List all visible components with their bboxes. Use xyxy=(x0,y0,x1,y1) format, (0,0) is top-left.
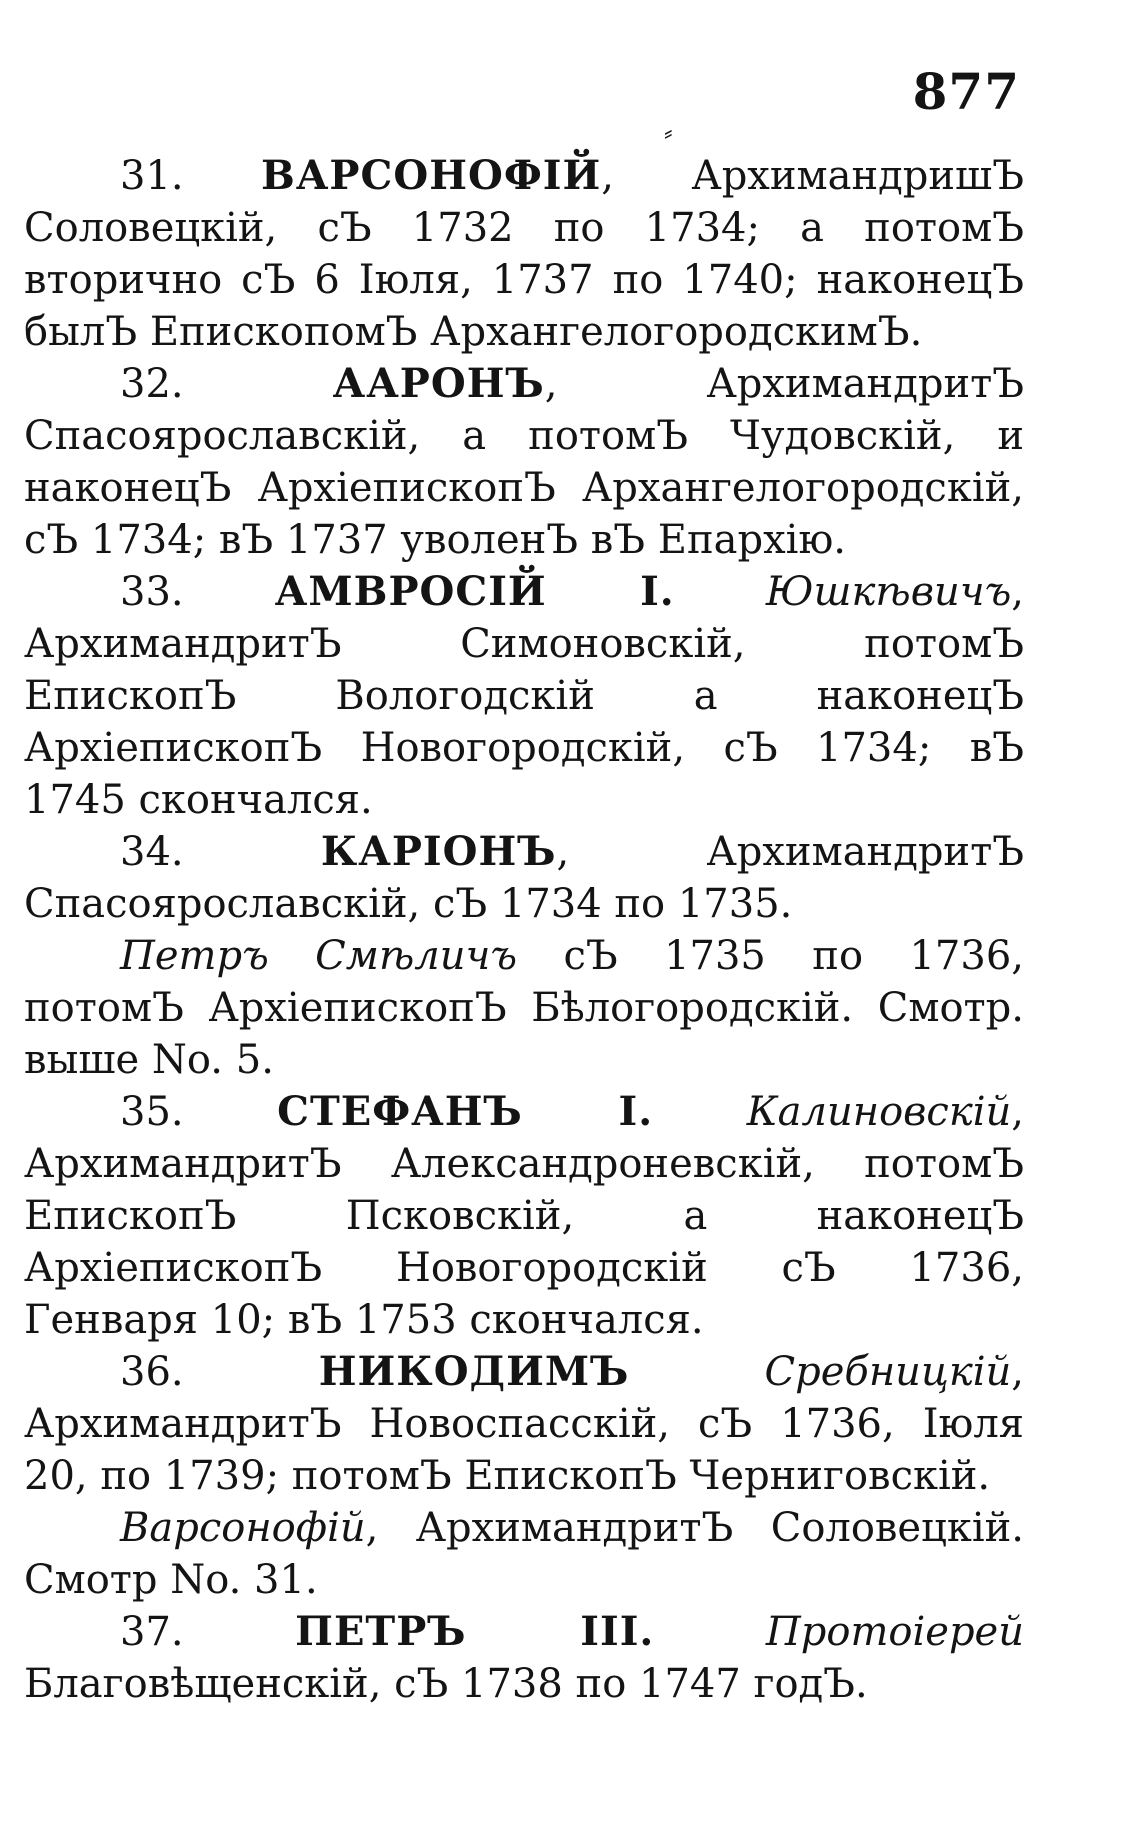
entry-note-varsonofiy xyxy=(24,1502,1024,1606)
entry-text: , АрхимандритЪ Спасоярославскій, сЪ 1734 по 1735. xyxy=(24,829,1024,927)
entry-text: , АрхимандришЪ Соловецкій, сЪ 1732 по 1734; а потомЪ вторично сЪ 6 Іюля, 1737 по 1740; наконецЪ былЪ ЕпископомЪ АрхангелогородскимЪ. xyxy=(24,153,1025,355)
entry-number: 33. xyxy=(120,569,184,615)
entry-name: ААРОНЪ xyxy=(332,360,545,407)
entry-surname: Петръ Смѣличъ xyxy=(120,933,518,979)
entry-surname: Калиновскій xyxy=(746,1089,1012,1135)
entry-35 xyxy=(24,1086,1024,1346)
entry-37 xyxy=(24,1606,1024,1710)
entry-text: , АрхимандритЪ Соловецкій. Смотр No. 31. xyxy=(24,1505,1024,1603)
entry-number: 35. xyxy=(120,1089,184,1135)
entry-name: ВАРСОНОФІЙ xyxy=(261,152,602,199)
entry-name: НИКОДИМЪ xyxy=(318,1348,630,1395)
entry-name: ПЕТРЪ III. xyxy=(295,1608,655,1655)
entry-34 xyxy=(24,826,1024,930)
entry-32 xyxy=(24,358,1024,566)
entry-number: 36. xyxy=(120,1349,184,1395)
ornament-mark: ⸗ xyxy=(664,118,673,148)
entry-surname: Варсонофій xyxy=(120,1505,366,1551)
entry-name: СТЕФАНЪ I. xyxy=(277,1088,654,1135)
entry-number: 37. xyxy=(120,1609,184,1655)
entry-31 xyxy=(24,150,1024,358)
entry-number: 32. xyxy=(120,361,184,407)
entry-surname: Юшкѣвичъ xyxy=(765,569,1012,615)
entry-note-petr xyxy=(24,930,1024,1086)
entry-surname: Протоіерей xyxy=(765,1609,1024,1655)
entry-text: , АрхимандритЪ Александроневскій, потомЪ ЕпископЪ Псковскій, а наконецЪ АрхіепископЪ Новогородскій сЪ 1736, Генваря 10; вЪ 1753 скончался. xyxy=(24,1089,1024,1343)
entry-name: АМВРОСІЙ I. xyxy=(274,568,675,615)
entry-text: , АрхимандритЪ Симоновскій, потомЪ ЕпископЪ Вологодскій а наконецЪ АрхіепископЪ Новогородскій, сЪ 1734; вЪ 1745 скончался. xyxy=(24,569,1025,823)
entry-number: 31. xyxy=(120,153,184,199)
entry-surname: Сребницкій xyxy=(764,1349,1012,1395)
entry-name: КАРІОНЪ xyxy=(320,828,557,875)
entry-text: сЪ 1735 по 1736, потомЪ АрхіепископЪ Бѣлогородскій. Смотр. выше No. 5. xyxy=(24,933,1024,1083)
page-number: 877 xyxy=(912,62,1020,121)
entry-36 xyxy=(24,1346,1024,1502)
entry-text: , АрхимандритЪ Спасоярославскій, а потомЪ Чудовскій, и наконецЪ АрхіепископЪ Архангелогородскій, сЪ 1734; вЪ 1737 уволенЪ вЪ Епархію. xyxy=(24,361,1025,563)
entry-text: Благовѣщенскій, сЪ 1738 по 1747 годЪ. xyxy=(24,1661,868,1707)
entry-number: 34. xyxy=(120,829,184,875)
entry-text: , АрхимандритЪ Новоспасскій, сЪ 1736, Іюля 20, по 1739; потомЪ ЕпископЪ Черниговскій. xyxy=(24,1349,1025,1499)
entry-33 xyxy=(24,566,1024,826)
main-text xyxy=(24,150,1024,1710)
